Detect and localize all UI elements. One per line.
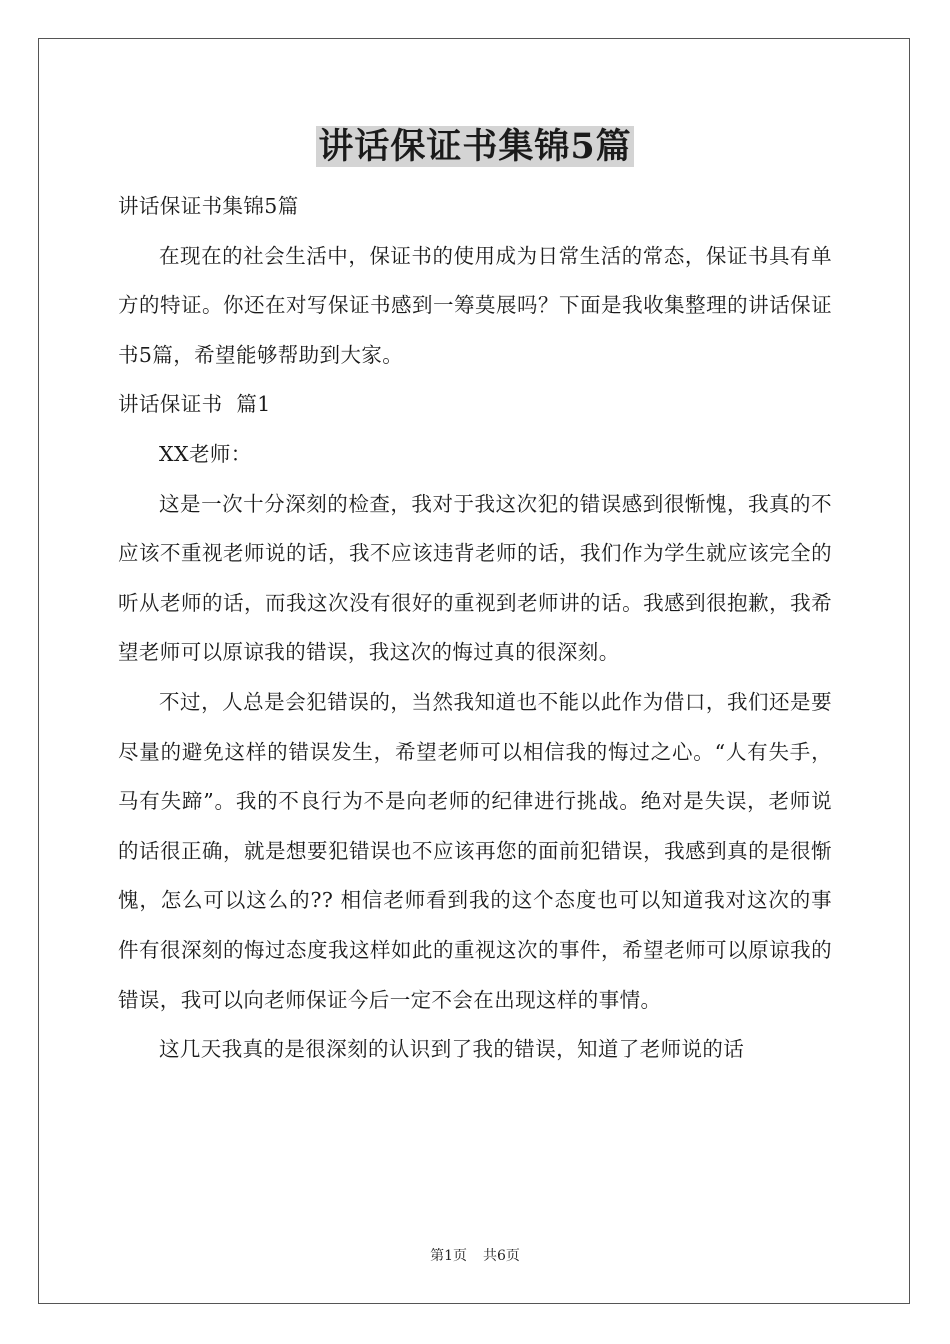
- page-number: 第1页: [430, 1248, 467, 1264]
- body-paragraph: 这是一次十分深刻的检查，我对于我这次犯的错误感到很惭愧，我真的不应该不重视老师说的话，我不应该违背老师的话，我们作为学生就应该完全的听从老师的话，而我这次没有很好的重视到老师讲的话。我感到很抱歉，我希望老师可以原谅我的错误，我这次的悔过真的很深刻。: [118, 491, 832, 665]
- document-subtitle: 讲话保证书集锦5篇: [118, 194, 299, 218]
- document-body: [118, 182, 832, 1075]
- salutation: XX老师：: [159, 441, 252, 466]
- page-total: 共6页: [483, 1248, 520, 1264]
- intro-paragraph: 在现在的社会生活中，保证书的使用成为日常生活的常态，保证书具有单方的特证。你还在对写保证书感到一筹莫展吗？下面是我收集整理的讲话保证书5篇，希望能够帮助到大家。: [118, 243, 832, 367]
- body-paragraph: 不过，人总是会犯错误的，当然我知道也不能以此作为借口，我们还是要尽量的避免这样的错误发生，希望老师可以相信我的悔过之心。“人有失手，马有失蹄”。我的不良行为不是向老师的纪律进行挑战。绝对是失误，老师说的话很正确，就是想要犯错误也不应该再您的面前犯错误，我感到真的是很惭愧，怎么可以这么的?? 相信老师看到我的这个态度也可以知道我对这次的事件有很深刻的悔过态度我这样如此的重视这次的事件，希望老师可以原谅我的错误，我可以向老师保证今后一定不会在出现这样的事情。: [118, 689, 832, 1012]
- page-footer: [0, 1246, 950, 1266]
- document-title: [0, 122, 950, 172]
- section-heading: 讲话保证书 篇1: [118, 392, 271, 417]
- body-paragraph: 这几天我真的是很深刻的认识到了我的错误，知道了老师说的话: [159, 1037, 745, 1062]
- document-title-text: 讲话保证书集锦5篇: [318, 126, 632, 167]
